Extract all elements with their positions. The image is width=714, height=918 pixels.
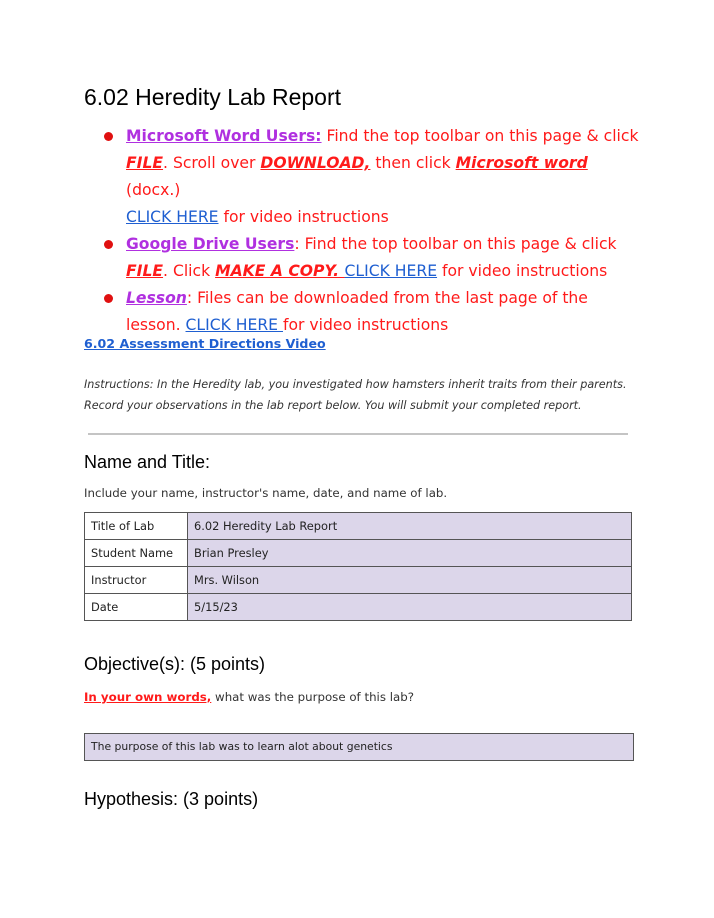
bullet-text: for video instructions [282, 316, 449, 334]
table-row [85, 567, 632, 594]
objective-question [84, 690, 414, 704]
emphasis-text: In your own words, [84, 690, 212, 704]
table-row [85, 540, 632, 567]
objective-heading: Objective(s): (5 points) [84, 654, 266, 674]
instruction-list [104, 123, 644, 339]
bullet-text: . Scroll over [163, 154, 261, 172]
video-instructions-link[interactable]: CLICK HERE [126, 208, 219, 226]
info-table [84, 512, 632, 621]
date-field[interactable]: 5/15/23 [188, 594, 632, 621]
row-label: Instructor [85, 567, 188, 594]
bullet-text: for video instructions [437, 262, 608, 280]
bullet-icon [104, 294, 113, 303]
row-label: Student Name [85, 540, 188, 567]
objective-answer-field[interactable]: The purpose of this lab was to learn alot about genetics [84, 733, 634, 761]
hypothesis-heading: Hypothesis: (3 points) [84, 789, 259, 809]
word-keyword: Microsoft word [455, 154, 588, 172]
name-section-heading: Name and Title: [84, 452, 211, 472]
table-row [85, 513, 632, 540]
bullet-text: . Click [163, 262, 216, 280]
bullet-label: Google Drive Users [126, 235, 295, 253]
file-keyword: FILE [126, 262, 164, 280]
video-instructions-link[interactable]: CLICK HERE [344, 262, 438, 280]
make-copy-keyword: MAKE A COPY. [215, 262, 345, 280]
bullet-text: (docx.) [126, 181, 181, 199]
video-instructions-link[interactable]: CLICK HERE [185, 316, 283, 334]
instructor-field[interactable]: Mrs. Wilson [188, 567, 632, 594]
bullet-icon [104, 240, 113, 249]
name-section-subtext: Include your name, instructor's name, date, and name of lab. [84, 486, 448, 500]
bullet-label: Lesson [126, 289, 187, 307]
bullet-text: Find the top toolbar on this page & click [321, 127, 639, 145]
horizontal-divider [88, 433, 628, 435]
bullet-text: then click [370, 154, 456, 172]
row-label: Title of Lab [85, 513, 188, 540]
bullet-text: for video instructions [218, 208, 389, 226]
assessment-video-link[interactable]: 6.02 Assessment Directions Video [84, 336, 326, 351]
bullet-text: : Find the top toolbar on this page & click [294, 235, 617, 253]
list-item [104, 231, 644, 285]
question-text: what was the purpose of this lab? [211, 690, 414, 704]
list-item [104, 285, 644, 339]
list-item [104, 123, 644, 231]
bullet-text: : Files can be downloaded from the last page of the lesson. [126, 289, 588, 334]
student-name-field[interactable]: Brian Presley [188, 540, 632, 567]
download-keyword: DOWNLOAD, [260, 154, 371, 172]
row-label: Date [85, 594, 188, 621]
file-keyword: FILE [126, 154, 164, 172]
page-title: 6.02 Heredity Lab Report [84, 84, 341, 110]
table-row [85, 594, 632, 621]
title-of-lab-field[interactable]: 6.02 Heredity Lab Report [188, 513, 632, 540]
bullet-label: Microsoft Word Users: [126, 127, 322, 145]
bullet-icon [104, 132, 113, 141]
instructions-text: Instructions: In the Heredity lab, you investigated how hamsters inherit traits from their parents. Record your observations in the lab report below. You will submit your completed report. [84, 378, 627, 412]
